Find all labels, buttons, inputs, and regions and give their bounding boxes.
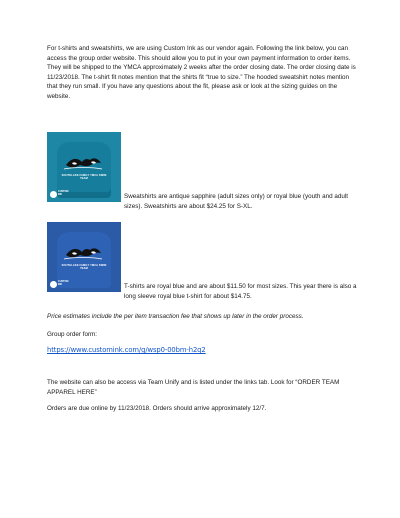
sweatshirt-print-text: SOUTHLAKE FAMILY YMCA SWIM TEAM [61, 174, 107, 180]
custom-ink-logo-icon: CUSTOM INK [50, 281, 66, 289]
sweatshirt-photo [47, 132, 121, 202]
sweatshirt-description: Sweatshirts are antique sapphire (adult sizes only) or royal blue (youth and adult sizes). Sweatshirts are about $24.25 for S-XL. [124, 193, 349, 210]
sweatshirt-item [47, 132, 367, 211]
tshirt-photo [47, 222, 121, 292]
price-note: Price estimates include the per item transaction fee that shows up later in the order process. [47, 313, 304, 320]
due-date-paragraph: Orders are due online by 11/23/2018. Orders should arrive approximately 12/7. [47, 405, 267, 412]
group-order-link[interactable]: https://www.customink.com/g/wsp0-00bm-h2q2 [47, 346, 206, 354]
orca-logo-icon [63, 154, 103, 172]
team-unify-paragraph: The website can also be access via Team Unify and is listed under the links tab. Look for “ORDER TEAM APPAREL HERE” [47, 379, 340, 396]
custom-ink-logo-icon: CUSTOM INK [50, 191, 66, 199]
intro-paragraph: For t-shirts and sweatshirts, we are using Custom Ink as our vendor again. Following the link below, you can access the group order website. This should allow you to put in your own payment information to order items. They will be shipped to the YMCA approximately 2 weeks after the order closing date. The order closing date is 11/23/2018. The t-shirt fit notes mention that the shirts fit “true to size.” The hooded sweatshirt notes mention that they run small. If you have any questions about the fit, please ask or look at the sizing guides on the website. [47, 45, 356, 100]
tshirt-item [47, 222, 367, 301]
tshirt-description: T-shirts are royal blue and are about $11.50 for most sizes. This year there is also a long sleeve royal blue t-shirt for about $14.75. [124, 283, 357, 300]
orca-logo-icon [63, 244, 103, 262]
tshirt-print-text: SOUTHLAKE FAMILY YMCA SWIM TEAM [61, 264, 107, 270]
group-order-label: Group order form: [47, 331, 98, 338]
